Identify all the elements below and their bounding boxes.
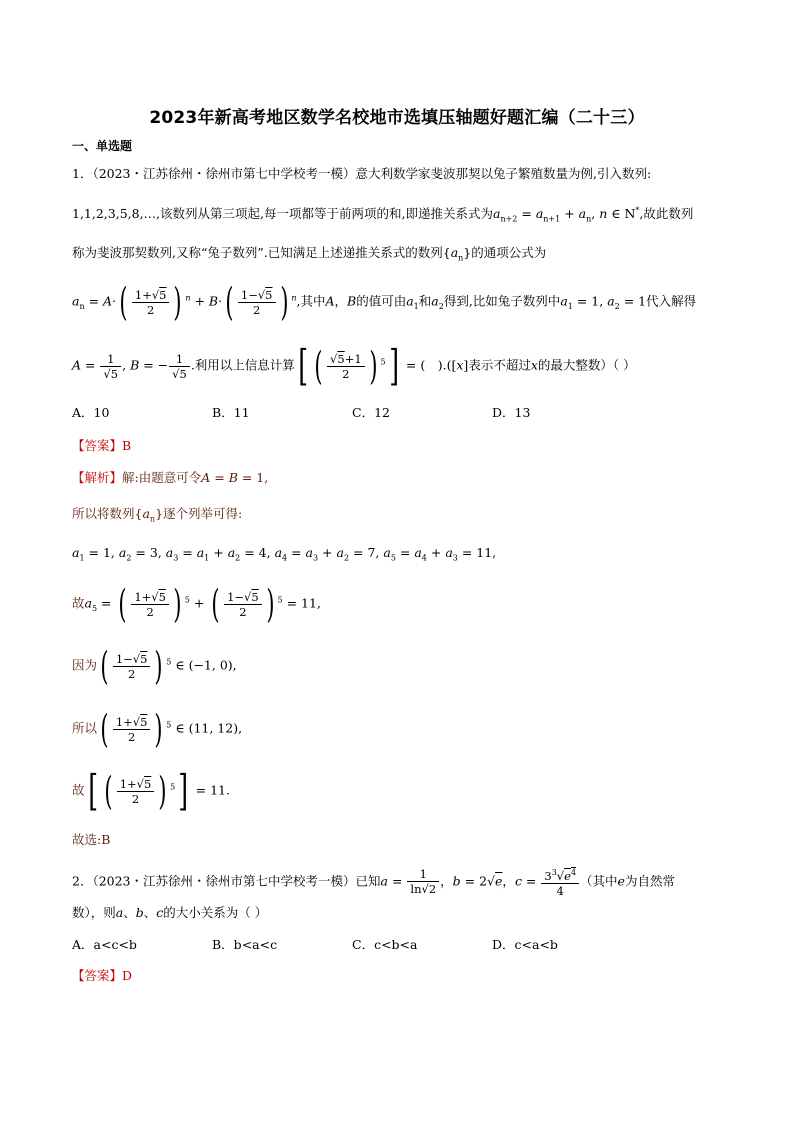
- answer-tag: 【答案】: [72, 968, 123, 983]
- q1-explanation-7: 故[ ( $\frac{1+√5}{2}$ ) $^5$] = 11.: [72, 766, 230, 815]
- q1-line5: A = $\frac{1}{√5}$ , B = − $\frac{1}{√5}$ .利用以上信息计算[ ( $\frac{√5+1}{2}$ ) $^5$] = ( ).([x]表示不超过x的最大整数）（ ）: [72, 341, 636, 390]
- q1-answer: [72, 438, 131, 454]
- q2-line2: 数），则a、b、c的大小关系为（ ）: [72, 905, 268, 920]
- q1-line4: $a_n = A\cdot$( $\frac{1+√5}{2}$ ) $^n$ + B·( $\frac{1-√5}{2}$ ) $^n$,其中A，B的值可由$a_1$和$a_2$得到,比如兔子数列中$a_1 = 1$, $a_2 = 1$代入解得: [72, 280, 697, 324]
- q2-option-d: D．c<a<b: [492, 937, 558, 952]
- section-heading: 一、单选题: [72, 139, 133, 153]
- q2-line1: 2．（2023・江苏徐州・徐州市第七中学校考一模）已知a = $\frac{1}{\ln√2}$ ，b = 2√e，c = $\frac{3^3√e^4}{4}$ （其中e为自然常: [72, 867, 675, 898]
- q1-option-a: A．10: [72, 405, 110, 420]
- q2-option-b: B．b<a<c: [212, 937, 278, 952]
- page-title: 2023年新高考地区数学名校地市选填压轴题好题汇编（二十三）: [149, 108, 645, 128]
- q1-explanation-3: $a_1 = 1$, $a_2 = 3$, $a_3 = a_1 + a_2 = 4$, $a_4 = a_3 + a_2 = 7$, $a_5 = a_4 + a_3 = 11$,: [72, 545, 497, 563]
- q1-explanation-4: 故$a_5$ = ( $\frac{1+√5}{2}$ ) $^5$ + ( $\frac{1-√5}{2}$ ) $^5$ = 11,: [72, 582, 321, 626]
- q1-option-b: B．11: [212, 405, 250, 420]
- q1-option-d: D．13: [492, 405, 531, 420]
- q2-option-a: A．a<c<b: [72, 937, 137, 952]
- q1-explanation-5: 因为( $\frac{1-√5}{2}$ ) $^5$ ∈ (−1, 0),: [72, 644, 237, 688]
- q1-option-c: C．12: [352, 405, 390, 420]
- q1-options: [72, 405, 530, 421]
- q2-answer: [72, 968, 132, 984]
- q1-line3: 称为斐波那契数列,又称“兔子数列”.已知满足上述递推关系式的数列$\{a_n\}$的通项公式为: [72, 245, 547, 263]
- q1-line1: 1．（2023・江苏徐州・徐州市第七中学校考一模）意大利数学家斐波那契以兔子繁殖数量为例,引入数列:: [72, 166, 652, 181]
- q2-options: [72, 937, 558, 953]
- q1-explanation-1: 【解析】解:由题意可令A = B = 1,: [72, 470, 269, 485]
- answer-tag: 【答案】: [72, 438, 123, 453]
- q1-explanation-2: 所以将数列$\{a_n\}$逐个列举可得:: [72, 506, 243, 524]
- q1-line2: 1,1,2,3,5,8,…,该数列从第三项起,每一项都等于前两项的和,即递推关系式为$a_{n+2} = a_{n+1} + a_n$, n ∈ N*,故此数列: [72, 206, 694, 224]
- q1-explanation-6: 所以( $\frac{1+√5}{2}$ ) $^5$ ∈ (11, 12),: [72, 707, 243, 751]
- answer-value: D: [122, 968, 133, 983]
- answer-value: B: [122, 438, 132, 453]
- q1-final: 故选:B: [72, 832, 111, 847]
- q2-option-c: C．c<b<a: [352, 937, 418, 952]
